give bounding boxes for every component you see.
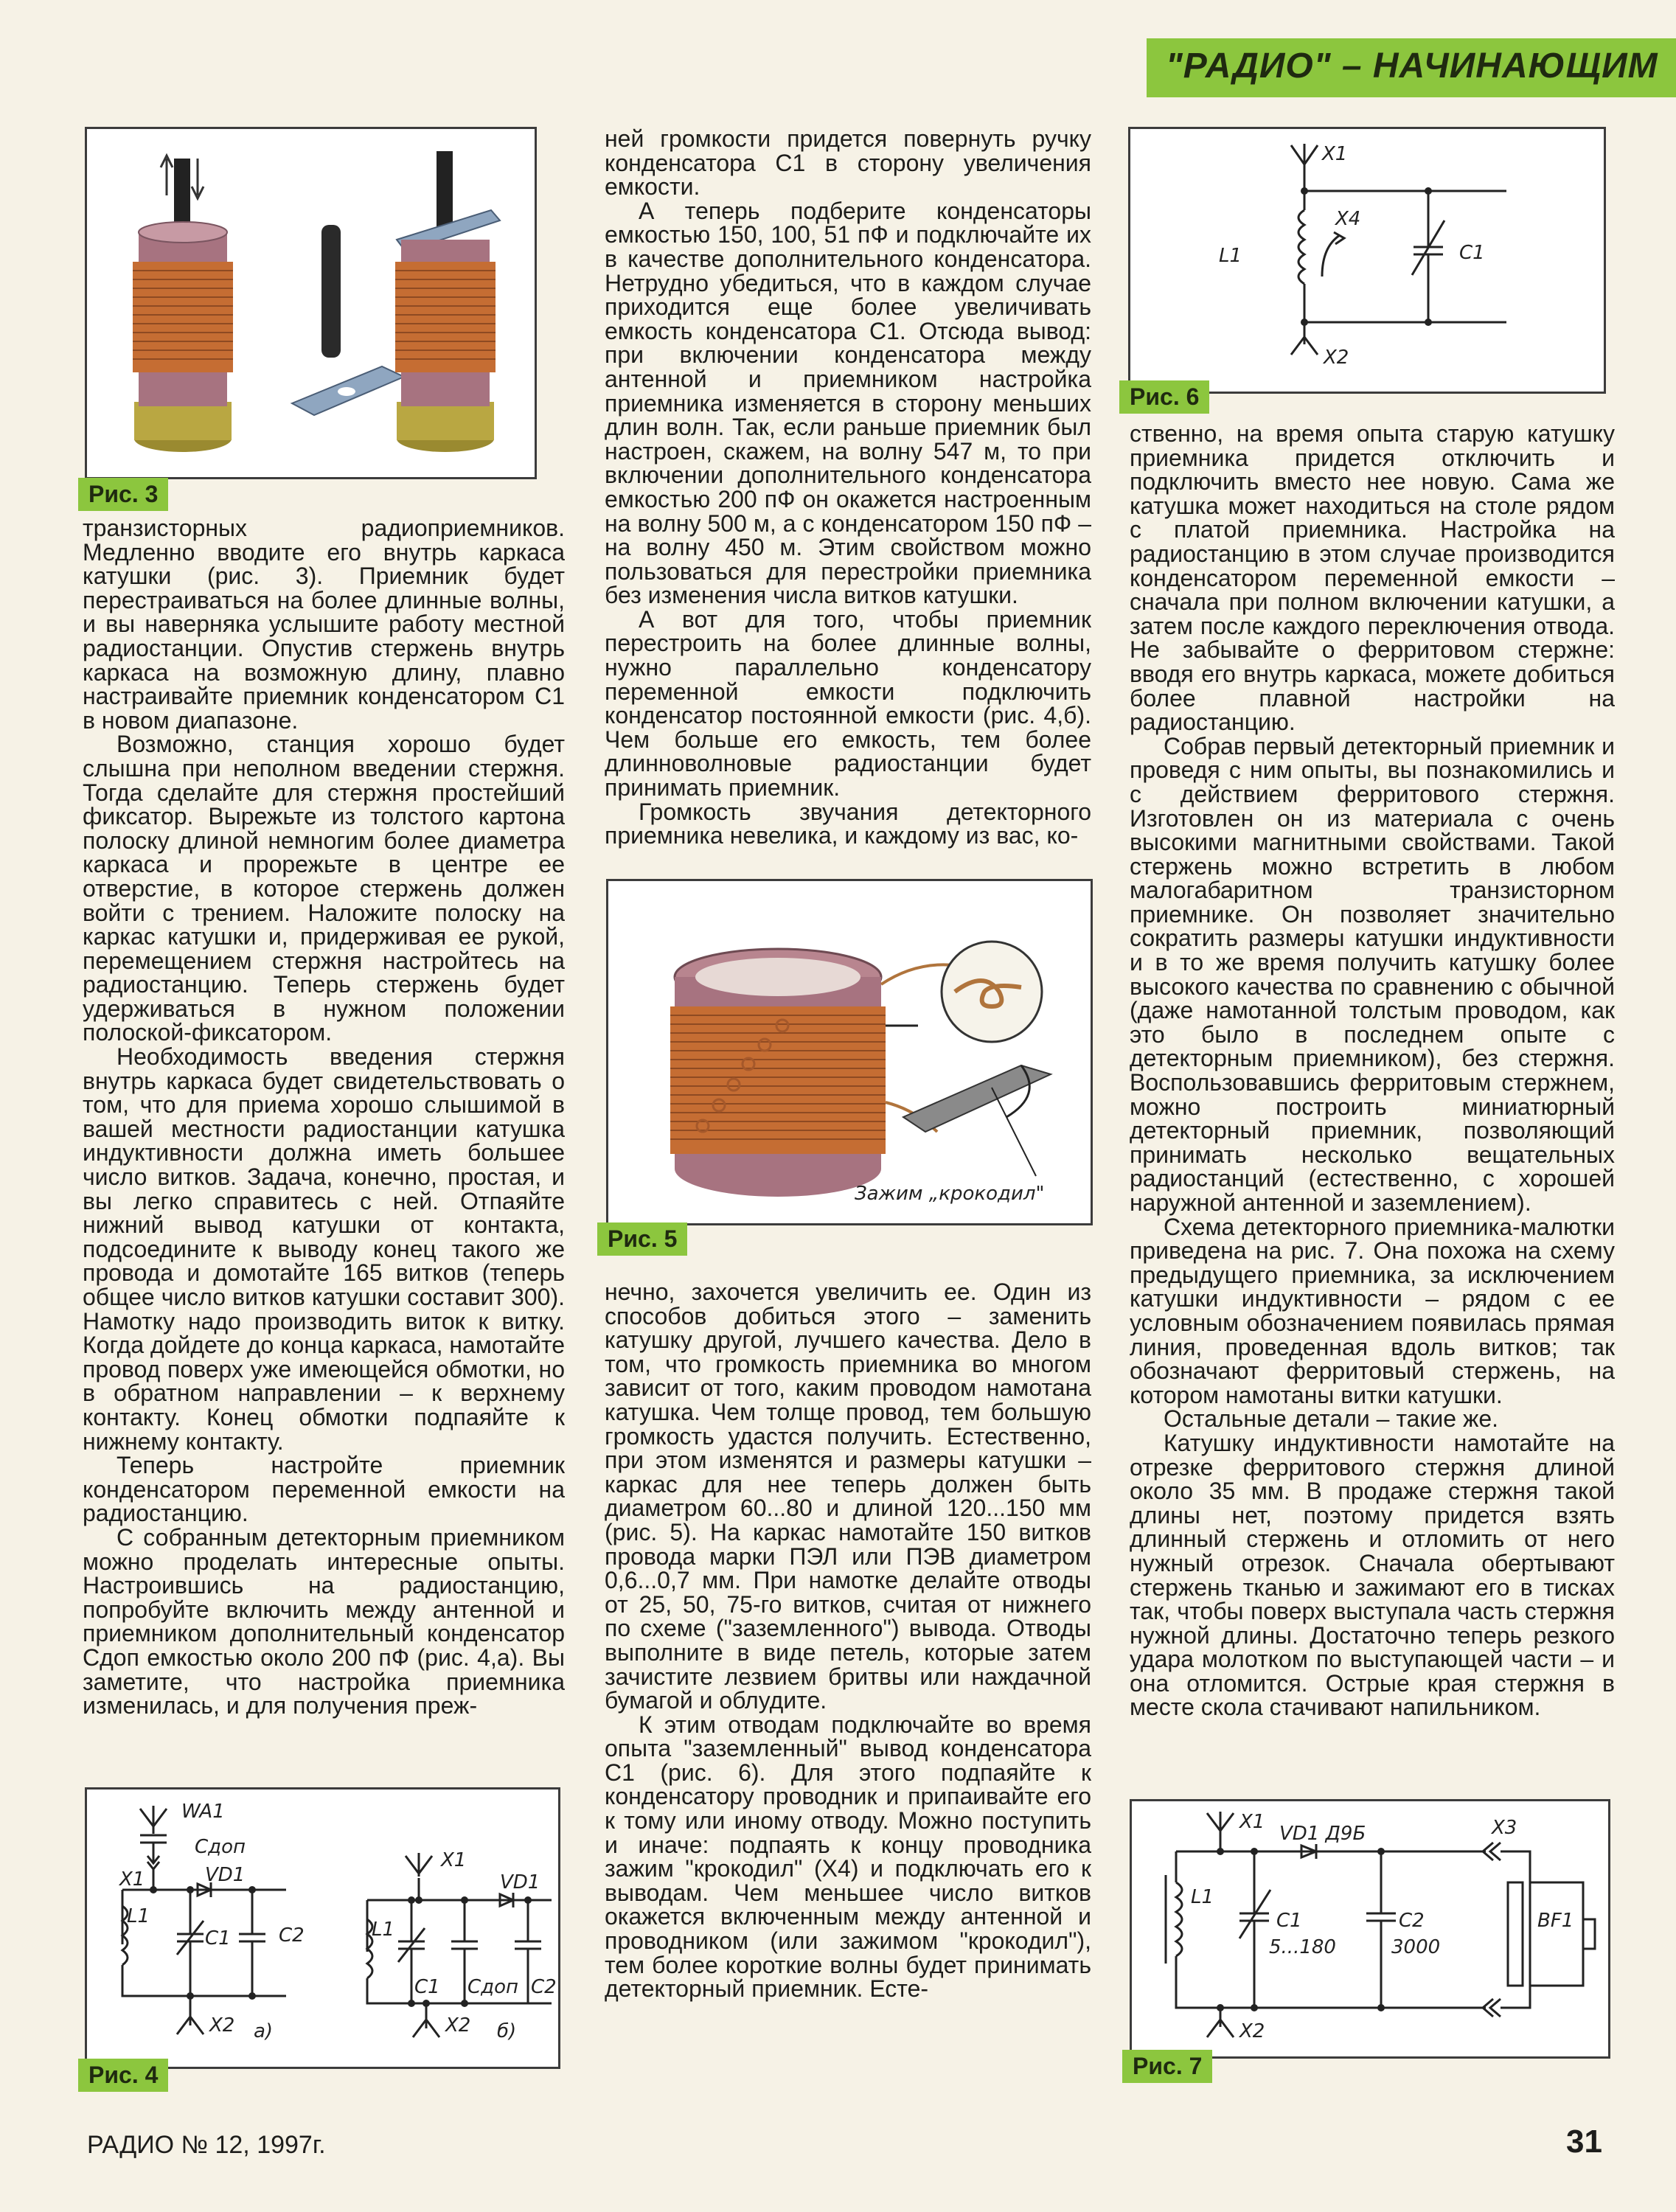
fig7-label-x2: X2 [1239,2020,1265,2042]
fig6-label-x4: X4 [1335,208,1361,230]
fig7-label-c1: C1 [1276,1910,1302,1932]
fig4-label-cdop: Cдоп [467,1976,519,1998]
fig4-label-a: а) [254,2020,274,2042]
fig7-label-x3: X3 [1492,1817,1517,1839]
fig4-label-c1: C1 [205,1927,231,1950]
figure-4-schematic [87,1790,558,2067]
fig4-label-x2: X2 [445,2014,471,2037]
fig7-label-l1: L1 [1191,1886,1214,1908]
col3-paragraph: ственно, на время опыта старую катушку приемника придется отключить и подключить вместо нее новую. Сама же катушка может находиться на столе рядом с платой приемника. Настройка на радиостанцию в этом случае производится конденсатором переменной емкости – сначала при полном включении катушки, а затем после каждого переключения отвода. Не забывайте о ферритовом стержне: вводя его внутрь каркаса, можете добиться более плавной настройки на радиостанцию. [1130,422,1615,736]
fig5-clamp-label: Зажим „крокодил" [855,1183,1045,1205]
fig6-label-x1: X1 [1322,143,1348,165]
col1-paragraph: транзисторных радиоприемников. Медленно вводите его внутрь каркаса катушки (рис. 3). Приемник будет перестраиваться на более длинные волны, и вы наверняка услышите работу местной радиостанции. Опустив стержень внутрь каркаса на возможную длину, плавно настраивайте приемник конденсатором С1 в новом диапазоне. [83,516,565,734]
fig6-label-l1: L1 [1219,245,1242,267]
column-2-bottom [605,1280,1091,2062]
fig4-label-x1: X1 [119,1868,145,1891]
fig7-label-bf1: BF1 [1537,1910,1574,1932]
fig4-label-x1: X1 [441,1849,467,1871]
fig4-label-wa1: WA1 [181,1801,225,1823]
fig7-label-c2-value: 3000 [1391,1936,1441,1958]
fig4-label-b: б) [497,2020,517,2042]
col2-paragraph: Громкость звучания детекторного приемника невелика, и каждому из вас, ко- [605,798,1091,849]
fig6-label-c1: C1 [1459,242,1485,264]
column-1 [83,516,565,1786]
col2-paragraph: А вот для того, чтобы приемник перестроить на более длинные волны, нужно параллельно конденсатору переменной емкости подключить конденсатор постоянной емкости (рис. 4,б). Чем больше его емкость, тем более длинноволновые радиостанции будет принимать приемник. [605,605,1091,801]
fig4-label-x2: X2 [209,2014,235,2037]
page-number: 31 [1566,2124,1602,2160]
figure-5 [606,879,1093,1225]
figure-5-illustration [608,881,1091,1223]
fig4-label-c2: C2 [279,1924,305,1947]
fig4-label-vd1: VD1 [500,1871,540,1893]
fig4-label-c2: C2 [531,1976,557,1998]
col1-paragraph: Необходимость введения стержня внутрь каркаса будет свидетельствовать о том, что для приема хорошо слышимой в вашей местности радиостанции катушка индуктивности должна иметь большее число витков. Задача, конечно, простая, и вы легко справитесь с ней. Отпаяйте нижний вывод катушки от контакта, подсоедините к выводу конец такого же провода и домотайте 165 витков (теперь общее число витков катушки составит 300). Намотку надо производить виток к витку. Когда дойдете до конца каркаса, намотайте провод поверх уже имеющейся обмотки, но в обратном направлении – к верхнему контакту. Конец обмотки подпаяйте к нижнему контакту. [83,1043,565,1455]
column-2-top [605,127,1091,866]
figure-7-caption: Рис. 7 [1122,2050,1212,2083]
figure-7-schematic [1132,1801,1608,2056]
section-header [1147,38,1676,97]
figure-3-caption: Рис. 3 [78,478,168,511]
col1-paragraph: Теперь настройте приемник конденсатором переменной емкости на радиостанцию. [83,1452,565,1527]
figure-3 [85,127,537,479]
figure-6 [1128,127,1606,394]
fig6-label-x2: X2 [1324,347,1349,369]
fig7-label-c2: C2 [1399,1910,1425,1932]
figure-3-illustration [87,129,535,477]
fig4-label-l1: L1 [127,1905,150,1927]
col2-paragraph: ней громкости придется повернуть ручку конденсатора С1 в сторону увеличения емкости. [605,127,1091,201]
figure-4-caption: Рис. 4 [78,2059,168,2092]
column-3 [1130,422,1615,1778]
col3-paragraph: Собрав первый детекторный приемник и проведя с ним опыты, вы познакомились и с действием ферритового стержня. Изготовлен он из материала с очень высокими магнитными свойствами. Такой стержень можно встретить в любом малогабаритном транзисторном приемнике. Он позволяет значительно сократить размеры катушки индуктивности и в то же время получить катушку более высокого качества по сравнению с обычной (даже намотанной толстым проводом, как это было в последнем опыте с детекторным приемником), без стержня. Воспользовавшись ферритовым стержнем, можно построить миниатюрный детекторный приемник, позволяющий принимать несколько вещательных радиостанций (естественно, с хорошей наружной антенной и заземлением). [1130,732,1615,1216]
fig7-label-c1-value: 5...180 [1269,1936,1336,1958]
col1-paragraph: Возможно, станция хорошо будет слышна при неполном введении стержня. Тогда сделайте для стержня простейший фиксатор. Вырежьте из толстого картона полоску длиной немногим более диаметра каркаса и прорежьте в центре ее отверстие, в которое стержень должен войти с трением. Наложите полоску на каркас катушки и, придерживая ее рукой, перемещением стержня настройтесь на радиостанцию. Теперь стержень будет удерживаться в нужном положении полоской-фиксатором. [83,731,565,1046]
figure-7 [1130,1799,1610,2059]
col3-paragraph: Схема детекторного приемника-малютки приведена на рис. 7. Она похожа на схему предыдущего приемника, за исключением катушки индуктивности – рядом с ее условным обозначением появилась прямая линия, проведенная вдоль витков; так обозначают ферритовый стержень, на котором намотаны витки катушки. [1130,1213,1615,1408]
col3-paragraph: Катушку индуктивности намотайте на отрезке ферритового стержня длиной около 35 мм. В продаже стержня такой длины нет, поэтому придется взять длинный стержень и отломить от него нужный отрезок. Сначала обертывают стержень тканью и зажимают его в тисках так, чтобы поверх выступала часть стержня нужной длины. Достаточно теперь резкого удара молотком по выступающей части – и она отломится. Острые края стержня в месте скола стачивают напильником. [1130,1429,1615,1721]
fig4-label-c1: C1 [414,1976,440,1998]
fig4-label-cdop: Cдоп [195,1836,246,1858]
col2-paragraph: нечно, захочется увеличить ее. Один из способов добиться этого – заменить катушку другой, лучшего качества. Дело в том, что громкость приемника во многом зависит от того, каким проводом намотана катушка. Чем толще провод, тем большую громкость удастся получить. Естественно, при этом изменятся и размеры катушки – каркас для нее теперь должен быть диаметром 60...80 и длиной 120...150 мм (рис. 5). На каркас намотайте 150 витков провода марки ПЭЛ или ПЭВ диаметром 0,6...0,7 мм. При намотке делайте отводы от 25, 50, 75-го витков, считая от нижнего по схеме ("заземленного") вывода. Отводы выполните в виде петель, которые затем зачистите лезвием бритвы или наждачной бумагой и облудите. [605,1280,1091,1714]
figure-5-caption: Рис. 5 [597,1222,687,1256]
section-title: "РАДИО" – НАЧИНАЮЩИМ [1166,46,1658,86]
fig7-label-vd1: VD1 Д9Б [1279,1823,1366,1845]
col2-paragraph: К этим отводам подключайте во время опыта "заземленный" вывод конденсатора С1 (рис. 6). Для этого подпаяйте к конденсатору проводник и припаивайте его к тому или иному отводу. Можно поступить и иначе: подпаять к концу проводника зажим "крокодил" (Х4) и подключать его к выводам. Чем меньшее число витков окажется включенным между антенной и проводником (или зажимом "крокодил"), тем более короткие волны будет принимать детекторный приемник. Есте- [605,1711,1091,2003]
fig4-label-vd1: VD1 [205,1864,246,1886]
col1-paragraph: С собранным детекторным приемником можно проделать интересные опыты. Настроившись на радиостанцию, попробуйте включить между антенной и приемником дополнительный конденсатор Сдоп емкостью около 200 пФ (рис. 4,а). Вы заметите, что настройка приемника изменилась, и для получения преж- [83,1523,565,1719]
figure-4 [85,1787,560,2069]
figure-6-schematic [1130,129,1604,392]
col3-paragraph: Остальные детали – такие же. [1164,1405,1499,1433]
issue-footer: РАДИО № 12, 1997г. [87,2131,326,2159]
col2-paragraph: А теперь подберите конденсаторы емкостью 150, 100, 51 пФ и подключайте их в качестве дополнительного конденсатора. Нетрудно убедиться, что в каждом случае приходится еще более увеличивать емкость конденсатора С1. Отсюда вывод: при включении конденсатора между антенной и приемником настройка приемника изменяется в сторону меньших длин волн. Так, если раньше приемник был настроен, скажем, на волну 547 м, то при включении дополнительного конденсатора емкостью 200 пФ он окажется настроенным на волну 500 м, а с конденсатором 150 пФ – на волну 450 м. Этим свойством можно пользоваться для перестройки приемника без изменения числа витков катушки. [605,197,1091,609]
fig4-label-l1: L1 [372,1919,395,1941]
figure-6-caption: Рис. 6 [1119,380,1209,414]
fig7-label-x1: X1 [1239,1811,1265,1833]
